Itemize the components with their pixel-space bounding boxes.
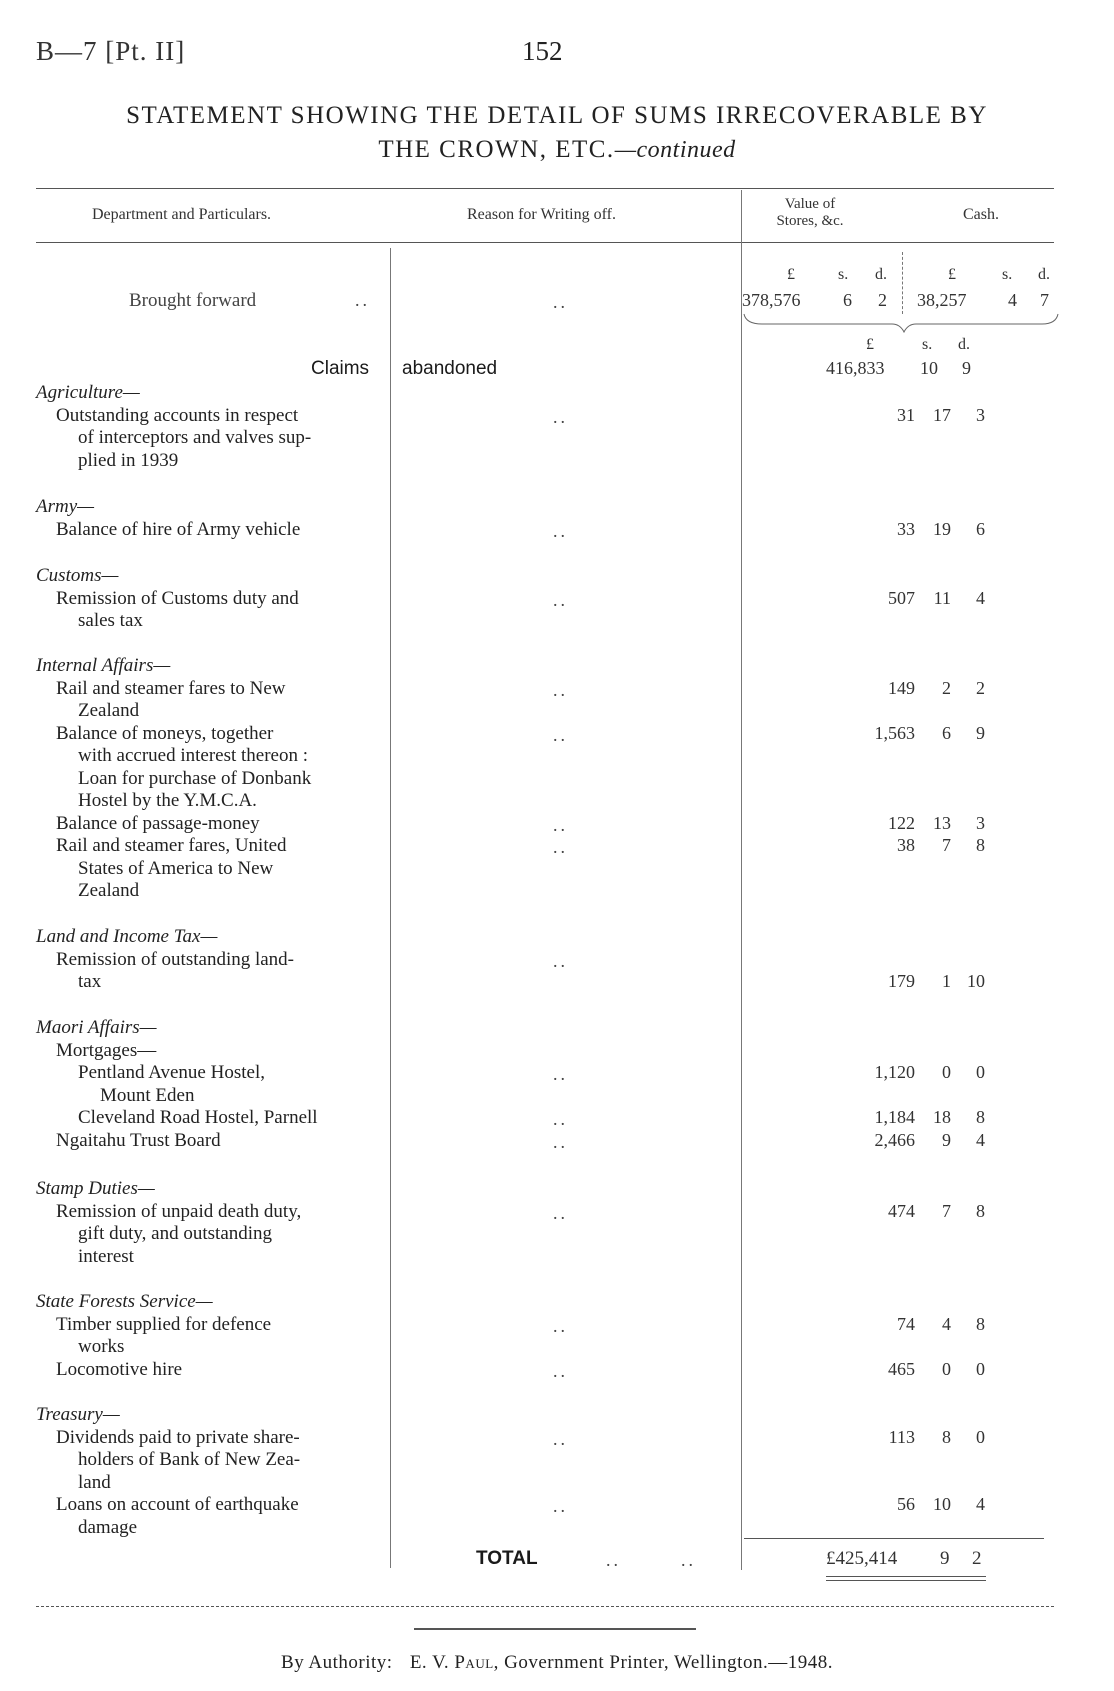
total-double-rule-1 <box>826 1576 986 1577</box>
column-heading-stores-line-2: Stores, &c. <box>776 213 844 229</box>
document-reference: B—7 [Pt. II] <box>36 36 186 66</box>
particulars-line: Locomotive hire <box>56 1358 183 1380</box>
total-double-rule-2 <box>826 1580 986 1581</box>
unit-s-stores: s. <box>838 266 849 283</box>
particulars-line: Balance of moneys, together <box>56 722 274 744</box>
amount-pounds: 1,184 <box>874 1107 915 1127</box>
section-heading: Internal Affairs— <box>36 655 171 676</box>
particulars-line: Zealand <box>78 700 140 721</box>
table-bottom-rule <box>36 1606 1054 1607</box>
unit-d-combined: d. <box>958 336 970 353</box>
particulars-line: Loans on account of earthquake <box>56 1494 299 1515</box>
section-heading: Customs— <box>36 565 119 586</box>
brought-forward-dots: .. <box>355 290 370 310</box>
total-rule-top <box>744 1538 1044 1539</box>
amount-pounds: 474 <box>888 1200 915 1221</box>
section-heading: Maori Affairs— <box>36 1017 157 1038</box>
amount-shillings: 7 <box>942 1200 951 1221</box>
amount-pounds: 56 <box>897 1494 915 1514</box>
amount-pounds: 465 <box>888 1358 915 1379</box>
amount-shillings: 19 <box>933 518 951 539</box>
particulars-line: Zealand <box>78 880 140 901</box>
amount-pence: 0 <box>976 1426 985 1447</box>
amount-pounds: 31 <box>897 404 915 425</box>
particulars-line: damage <box>78 1516 138 1538</box>
amount-pounds: 149 <box>888 677 915 698</box>
amount-shillings: 1 <box>942 971 951 991</box>
amount-pounds: 74 <box>897 1313 915 1334</box>
particulars-line: Remission of unpaid death duty, <box>56 1200 302 1222</box>
page-number: 152 <box>522 36 563 66</box>
footer-rule <box>414 1628 696 1630</box>
particulars-line: with accrued interest thereon : <box>78 745 309 766</box>
amount-shillings: 9 <box>942 1129 951 1150</box>
reason-dots: .. <box>553 406 568 427</box>
particulars-line: gift duty, and outstanding <box>78 1223 273 1244</box>
reason-dots: .. <box>553 1315 568 1336</box>
amount-pence: 3 <box>976 404 985 425</box>
column-divider-dept <box>390 248 391 1568</box>
stores-cash-divider <box>902 252 903 314</box>
abandoned-label: abandoned <box>402 358 498 379</box>
total-dots: .. .. <box>606 1550 696 1570</box>
particulars-line: Pentland Avenue Hostel, <box>78 1062 265 1083</box>
amount-shillings: 6 <box>942 722 951 743</box>
reason-dots: .. <box>553 1109 568 1129</box>
particulars-line: holders of Bank of New Zea- <box>78 1449 301 1470</box>
column-heading-cash: Cash. <box>963 206 999 223</box>
amount-shillings: 0 <box>942 1358 951 1379</box>
particulars-line: Remission of Customs duty and <box>56 587 299 609</box>
amount-pence: 2 <box>976 677 985 698</box>
unit-s-combined: s. <box>922 336 933 353</box>
amount-pence: 4 <box>976 1129 985 1150</box>
table-header-rule <box>36 242 1054 243</box>
particulars-line: States of America to New <box>78 857 274 879</box>
amount-pence: 8 <box>976 1313 985 1334</box>
footer-suffix: , Government Printer, Wellington.—1948. <box>493 1652 833 1673</box>
reason-dots: .. <box>553 950 568 971</box>
brought-forward-stores-s: 6 <box>843 290 852 310</box>
brought-forward-cash-pounds: 38,257 <box>917 290 967 310</box>
particulars-line: Timber supplied for defence <box>56 1313 272 1335</box>
amount-pounds: 1,120 <box>874 1062 915 1082</box>
amount-pounds: 179 <box>888 971 915 991</box>
statement-title-line-2 <box>0 136 1114 164</box>
particulars-line: Balance of passage-money <box>56 812 260 834</box>
statement-title-main: THE CROWN, ETC. <box>378 136 615 163</box>
amount-shillings: 7 <box>942 835 951 855</box>
particulars-line: Hostel by the Y.M.C.A. <box>78 790 257 811</box>
brought-forward-label: Brought forward <box>129 290 257 311</box>
unit-d-stores: d. <box>875 266 887 283</box>
amount-pence: 0 <box>976 1062 985 1082</box>
section-heading: Land and Income Tax— <box>36 926 218 947</box>
amount-shillings: 17 <box>933 404 951 425</box>
combining-brace <box>742 312 1062 334</box>
footer-prefix: By Authority: <box>281 1652 393 1673</box>
particulars-line: Balance of hire of Army vehicle <box>56 518 301 540</box>
particulars-line: interest <box>78 1245 134 1267</box>
table-top-rule <box>36 188 1054 189</box>
amount-pence: 6 <box>976 518 985 539</box>
amount-pence: 3 <box>976 812 985 833</box>
footer-printer-name: E. V. Paul <box>409 1652 494 1673</box>
particulars-line: Cleveland Road Hostel, Parnell <box>78 1107 318 1128</box>
amount-shillings: 4 <box>942 1313 951 1334</box>
unit-pound-cash: £ <box>948 266 956 283</box>
column-heading-stores <box>765 196 855 230</box>
amount-pounds: 38 <box>897 835 915 855</box>
combined-s: 10 <box>920 358 938 378</box>
amount-pence: 9 <box>976 722 985 743</box>
column-divider-reason <box>741 190 742 1570</box>
reason-dots: .. <box>553 1202 568 1223</box>
amount-pounds: 1,563 <box>874 722 915 743</box>
section-heading: Agriculture— <box>36 382 140 403</box>
amount-shillings: 8 <box>942 1426 951 1447</box>
reason-dots: .. <box>553 837 568 857</box>
particulars-line: Mount Eden <box>100 1084 195 1106</box>
reason-dots: .. <box>553 1428 568 1449</box>
amount-shillings: 0 <box>942 1062 951 1082</box>
amount-pounds: 113 <box>888 1426 915 1447</box>
section-heading: Stamp Duties— <box>36 1178 155 1199</box>
reason-dots: .. <box>553 724 568 745</box>
particulars-line: Loan for purchase of Donbank <box>78 767 312 789</box>
column-heading-dept: Department and Particulars. <box>92 206 272 223</box>
amount-pence: 8 <box>976 1107 985 1127</box>
particulars-line: Rail and steamer fares, United <box>56 835 287 856</box>
statement-title-continued: —continued <box>614 137 736 163</box>
brought-forward-stores-pounds: 378,576 <box>742 290 801 310</box>
unit-d-cash: d. <box>1038 266 1050 283</box>
column-heading-stores-line-1: Value of <box>784 196 836 212</box>
particulars-line: Ngaitahu Trust Board <box>56 1129 221 1151</box>
brought-forward-reason-dots: .. <box>553 292 568 312</box>
statement-title-line-1: STATEMENT SHOWING THE DETAIL OF SUMS IRRECOVERABLE BY <box>126 102 988 129</box>
footer-authority <box>0 1652 1114 1674</box>
reason-dots: .. <box>553 814 568 835</box>
particulars-line: land <box>78 1471 111 1493</box>
amount-pounds: 507 <box>888 587 915 608</box>
total-d: 2 <box>972 1548 982 1569</box>
combined-d: 9 <box>962 358 971 378</box>
brought-forward-cash-s: 4 <box>1008 290 1017 310</box>
amount-pence: 10 <box>967 971 985 991</box>
amount-pounds: 33 <box>897 518 915 539</box>
particulars-line: of interceptors and valves sup- <box>78 427 312 448</box>
section-heading: Treasury— <box>36 1404 120 1425</box>
particulars-line: Remission of outstanding land- <box>56 948 295 970</box>
section-heading: State Forests Service— <box>36 1291 213 1312</box>
total-s: 9 <box>940 1548 950 1569</box>
particulars-line: Outstanding accounts in respect <box>56 404 299 426</box>
reason-dots: .. <box>553 589 568 610</box>
column-heading-reason: Reason for Writing off. <box>467 206 616 223</box>
unit-pound-combined: £ <box>866 336 874 353</box>
particulars-line: Rail and steamer fares to New <box>56 677 286 699</box>
amount-pence: 4 <box>976 1494 985 1514</box>
amount-shillings: 11 <box>933 587 951 608</box>
reason-dots: .. <box>553 520 568 541</box>
amount-pounds: 2,466 <box>874 1129 915 1150</box>
amount-pence: 0 <box>976 1358 985 1379</box>
amount-pence: 8 <box>976 1200 985 1221</box>
particulars-line: Dividends paid to private share- <box>56 1426 300 1448</box>
particulars-line: works <box>78 1336 125 1357</box>
brought-forward-cash-d: 7 <box>1040 290 1049 310</box>
particulars-line: plied in 1939 <box>78 449 179 471</box>
amount-shillings: 13 <box>933 812 951 833</box>
amount-pence: 8 <box>976 835 985 855</box>
amount-shillings: 10 <box>933 1494 951 1514</box>
total-label: TOTAL <box>476 1548 538 1569</box>
reason-dots: .. <box>553 679 568 700</box>
amount-shillings: 18 <box>933 1107 951 1127</box>
subsection-heading: Mortgages— <box>56 1039 157 1061</box>
particulars-line: sales tax <box>78 610 143 631</box>
brought-forward-stores-d: 2 <box>878 290 887 310</box>
unit-pound-stores: £ <box>787 266 795 283</box>
combined-pounds: 416,833 <box>826 358 885 378</box>
unit-s-cash: s. <box>1002 266 1013 283</box>
amount-pounds: 122 <box>888 812 915 833</box>
claims-label: Claims <box>311 358 370 379</box>
section-heading: Army— <box>36 496 95 517</box>
total-pounds: £425,414 <box>826 1548 898 1569</box>
amount-shillings: 2 <box>942 677 951 698</box>
reason-dots: .. <box>553 1360 568 1381</box>
reason-dots: .. <box>553 1131 568 1152</box>
reason-dots: .. <box>553 1496 568 1516</box>
particulars-line: tax <box>78 971 102 992</box>
reason-dots: .. <box>553 1064 568 1084</box>
amount-pence: 4 <box>976 587 985 608</box>
